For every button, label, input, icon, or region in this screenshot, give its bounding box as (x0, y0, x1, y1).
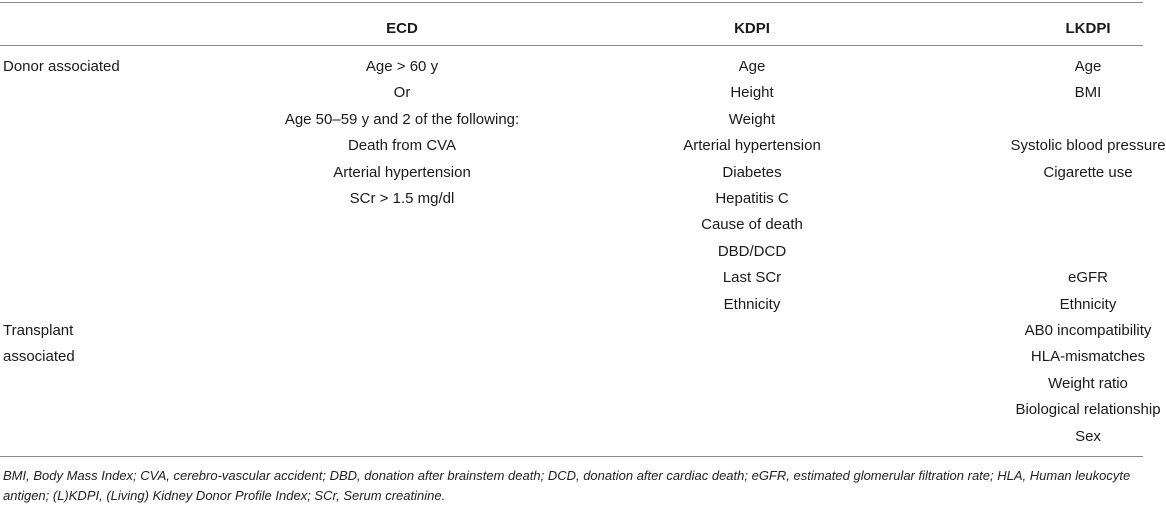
row-label-transplant-2: associated (3, 348, 75, 365)
cell-lkdpi: BMI (1074, 84, 1102, 102)
header-lkdpi: LKDPI (1065, 20, 1111, 37)
header-kdpi: KDPI (734, 20, 770, 37)
cell-ecd: Or (393, 84, 411, 102)
cell-ecd: Age > 60 y (365, 58, 439, 75)
cell-kdpi: Arterial hypertension (683, 137, 821, 155)
cell-kdpi: Diabetes (722, 163, 782, 181)
row-label-donor: Donor associated (3, 58, 120, 75)
row-label-transplant-1: Transplant (3, 322, 74, 339)
cell-ecd: SCr > 1.5 mg/dl (349, 190, 455, 207)
cell-kdpi: Last SCr (722, 269, 782, 287)
top-rule (0, 2, 1143, 3)
cell-lkdpi: Weight ratio (1048, 374, 1128, 392)
header-rule (0, 45, 1143, 46)
cell-lkdpi: HLA-mismatches (1030, 348, 1146, 366)
cell-kdpi: Ethnicity (723, 295, 781, 313)
cell-ecd: Death from CVA (347, 137, 457, 155)
cell-kdpi: Age (738, 58, 766, 75)
cell-lkdpi: Biological relationship (1015, 401, 1161, 419)
cell-lkdpi: eGFR (1067, 269, 1109, 287)
cell-ecd: Arterial hypertension (333, 163, 471, 181)
cell-lkdpi: Cigarette use (1043, 163, 1133, 181)
cell-lkdpi: Sex (1075, 427, 1101, 445)
cell-kdpi: Cause of death (701, 216, 803, 234)
header-ecd: ECD (386, 20, 418, 37)
cell-lkdpi: Ethnicity (1059, 295, 1117, 313)
cell-kdpi: Hepatitis C (715, 190, 789, 207)
bottom-rule (0, 456, 1143, 457)
cell-kdpi: Weight (728, 110, 776, 128)
cell-ecd: Age 50–59 y and 2 of the following: (284, 110, 520, 128)
cell-lkdpi: Systolic blood pressure (1010, 137, 1166, 155)
cell-lkdpi: Age (1074, 58, 1102, 75)
cell-lkdpi: AB0 incompatibility (1024, 322, 1152, 339)
cell-kdpi: DBD/DCD (717, 242, 787, 260)
cell-kdpi: Height (730, 84, 774, 102)
table-footnote: BMI, Body Mass Index; CVA, cerebro-vascular accident; DBD, donation after brainstem death; DCD, donation after cardiac death; eGFR, estimated glomerular filtration rate; HLA, Human leukocyte antigen; (L)KDPI, (Living) Kidney Donor Profile Index; SCr, Serum creatinine. (3, 468, 1131, 503)
